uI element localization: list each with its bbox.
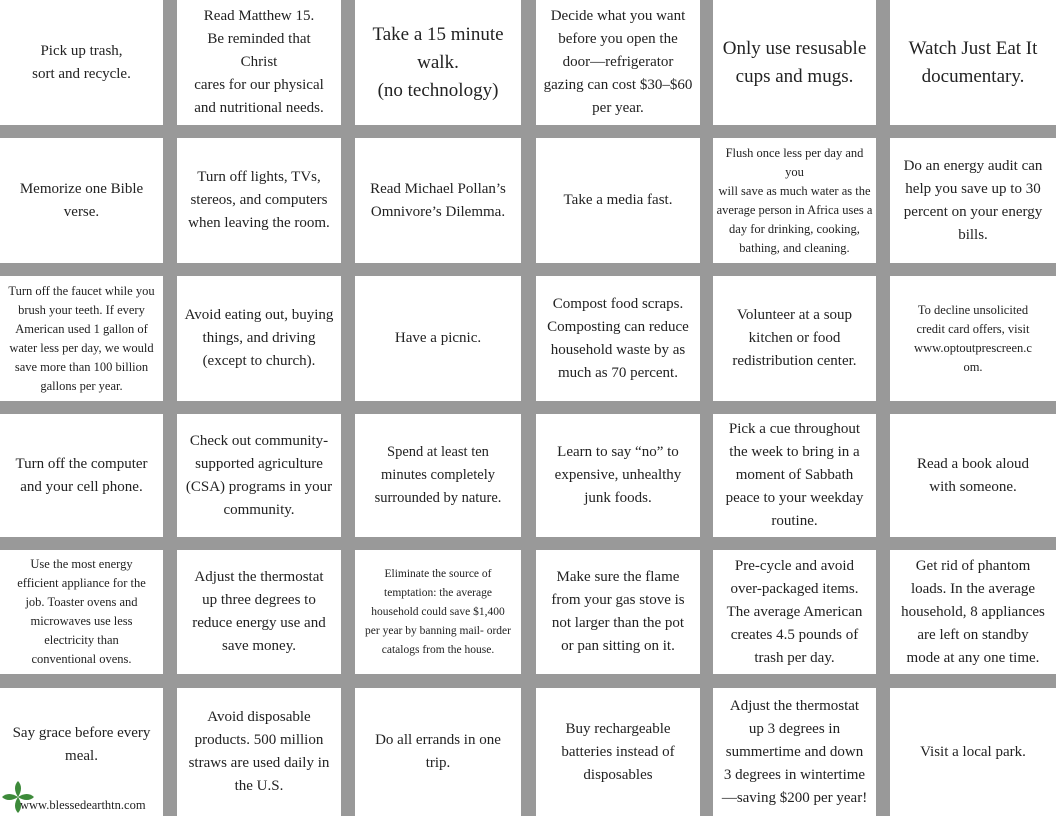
bingo-square: [177, 0, 341, 125]
bingo-square-text: Use the most energy efficient appliance for the job. Toaster ovens and microwaves use less electricity than conventional ovens.: [17, 557, 146, 666]
bingo-square: [713, 138, 876, 263]
bingo-square-text: Do all errands in one trip.: [375, 732, 501, 771]
bingo-square-text: Adjust the thermostat up 3 degrees in summertime and down 3 degrees in wintertime —saving $200 per year!: [721, 697, 868, 806]
bingo-square: [536, 414, 700, 537]
bingo-square-text: Take a media fast.: [563, 192, 673, 208]
bingo-square: [0, 276, 163, 401]
website-url: www.blessedearthtn.com: [20, 797, 146, 812]
bingo-square-text: To decline unsolicited credit card offers, visit www.optoutprescreen.c om.: [914, 302, 1032, 374]
bingo-square: [0, 414, 163, 537]
footer-branding: [0, 778, 162, 816]
bingo-square-text: Adjust the thermostat up three degrees to reduce energy use and save money.: [192, 569, 326, 654]
bingo-square-text: Take a 15 minute walk. (no technology): [372, 23, 504, 101]
bingo-square: [355, 550, 521, 674]
bingo-square: [890, 688, 1056, 816]
bingo-square: [536, 688, 700, 816]
bingo-square-text: Only use resusable cups and mugs.: [722, 37, 867, 87]
bingo-square-text: Eliminate the source of temptation: the average household could save $1,400 per year by banning mail- order catalogs from the house.: [365, 567, 511, 656]
bingo-square: [177, 688, 341, 816]
bingo-square-text: Turn off the computer and your cell phone.: [15, 455, 148, 495]
bingo-square-text: Memorize one Bible verse.: [19, 180, 144, 220]
bingo-square: [177, 550, 341, 674]
bingo-square-text: Pick a cue throughout the week to bring in a moment of Sabbath peace to your weekday routine.: [725, 421, 864, 529]
bingo-square-text: Make sure the flame from your gas stove is not larger than the pot or pan sitting on it.: [551, 569, 685, 654]
bingo-square-text: Turn off the faucet while you brush your teeth. If every American used 1 gallon of water less per day, we would save more than 100 billion gallons per year.: [8, 283, 155, 393]
bingo-square-text: Pre-cycle and avoid over-packaged items. The average American creates 4.5 pounds of trash per day.: [726, 557, 863, 666]
bingo-square: [713, 550, 876, 674]
bingo-square-text: Spend at least ten minutes completely surrounded by nature.: [374, 444, 502, 506]
bingo-square: [890, 550, 1056, 674]
bingo-square-text: Avoid disposable products. 500 million straws are used daily in the U.S.: [188, 709, 330, 794]
bingo-square: [355, 688, 521, 816]
bingo-square: [536, 138, 700, 263]
bingo-square: [536, 550, 700, 674]
bingo-square-text: Buy rechargeable batteries instead of disposables: [561, 720, 675, 783]
bingo-square-text: Do an energy audit can help you save up to 30 percent on your energy bills.: [903, 157, 1043, 243]
bingo-square: [890, 138, 1056, 263]
bingo-square: [713, 276, 876, 401]
bingo-square: [177, 276, 341, 401]
bingo-square-text: Get rid of phantom loads. In the average household, 8 appliances are left on standby mode at any one time.: [901, 557, 1045, 666]
bingo-square: [890, 0, 1056, 125]
bingo-square-text: Check out community- supported agriculture (CSA) programs in your community.: [185, 432, 333, 518]
bingo-square: [177, 138, 341, 263]
bingo-square: [355, 138, 521, 263]
bingo-square: [0, 550, 163, 674]
bingo-square-text: Read Matthew 15. Be reminded that Christ cares for our physical and nutritional needs.: [194, 8, 324, 116]
bingo-square: [536, 276, 700, 401]
bingo-square: [0, 0, 163, 125]
bingo-square-text: Flush once less per day and you will save as much water as the average person in Africa uses a day for drinking, cooking, bathing, and cleaning.: [716, 145, 873, 255]
bingo-square-text: Volunteer at a soup kitchen or food redistribution center.: [732, 307, 857, 369]
bingo-square: [713, 688, 876, 816]
bingo-square-text: Pick up trash, sort and recycle.: [32, 42, 131, 82]
bingo-square: [890, 276, 1056, 401]
bingo-square-text: Watch Just Eat It documentary.: [908, 37, 1038, 87]
bingo-square-text: Turn off lights, TVs, stereos, and computers when leaving the room.: [188, 169, 330, 231]
bingo-square: [355, 276, 521, 401]
bingo-square: [713, 0, 876, 125]
bingo-square-text: Compost food scraps. Composting can reduce household waste by as much as 70 percent.: [547, 295, 689, 381]
bingo-square: [536, 0, 700, 125]
bingo-square-text: Read a book aloud with someone.: [916, 455, 1030, 495]
bingo-square-text: Read Michael Pollan’s Omnivore’s Dilemma.: [370, 180, 506, 220]
bingo-square: [890, 414, 1056, 537]
bingo-square: [0, 138, 163, 263]
bingo-square-text: Say grace before every meal.: [12, 725, 151, 764]
bingo-square: [355, 0, 521, 125]
bingo-square-text: Learn to say “no” to expensive, unhealthy junk foods.: [554, 444, 682, 506]
bingo-square: [713, 414, 876, 537]
bingo-square-text: Avoid eating out, buying things, and driving (except to church).: [184, 307, 334, 369]
bingo-square: [177, 414, 341, 537]
bingo-square-text: Have a picnic.: [394, 330, 482, 346]
bingo-square-text: Decide what you want before you open the door—refrigerator gazing can cost $30–$60 per year.: [543, 8, 693, 116]
bingo-square-text: Visit a local park.: [920, 743, 1026, 760]
bingo-square: [355, 414, 521, 537]
